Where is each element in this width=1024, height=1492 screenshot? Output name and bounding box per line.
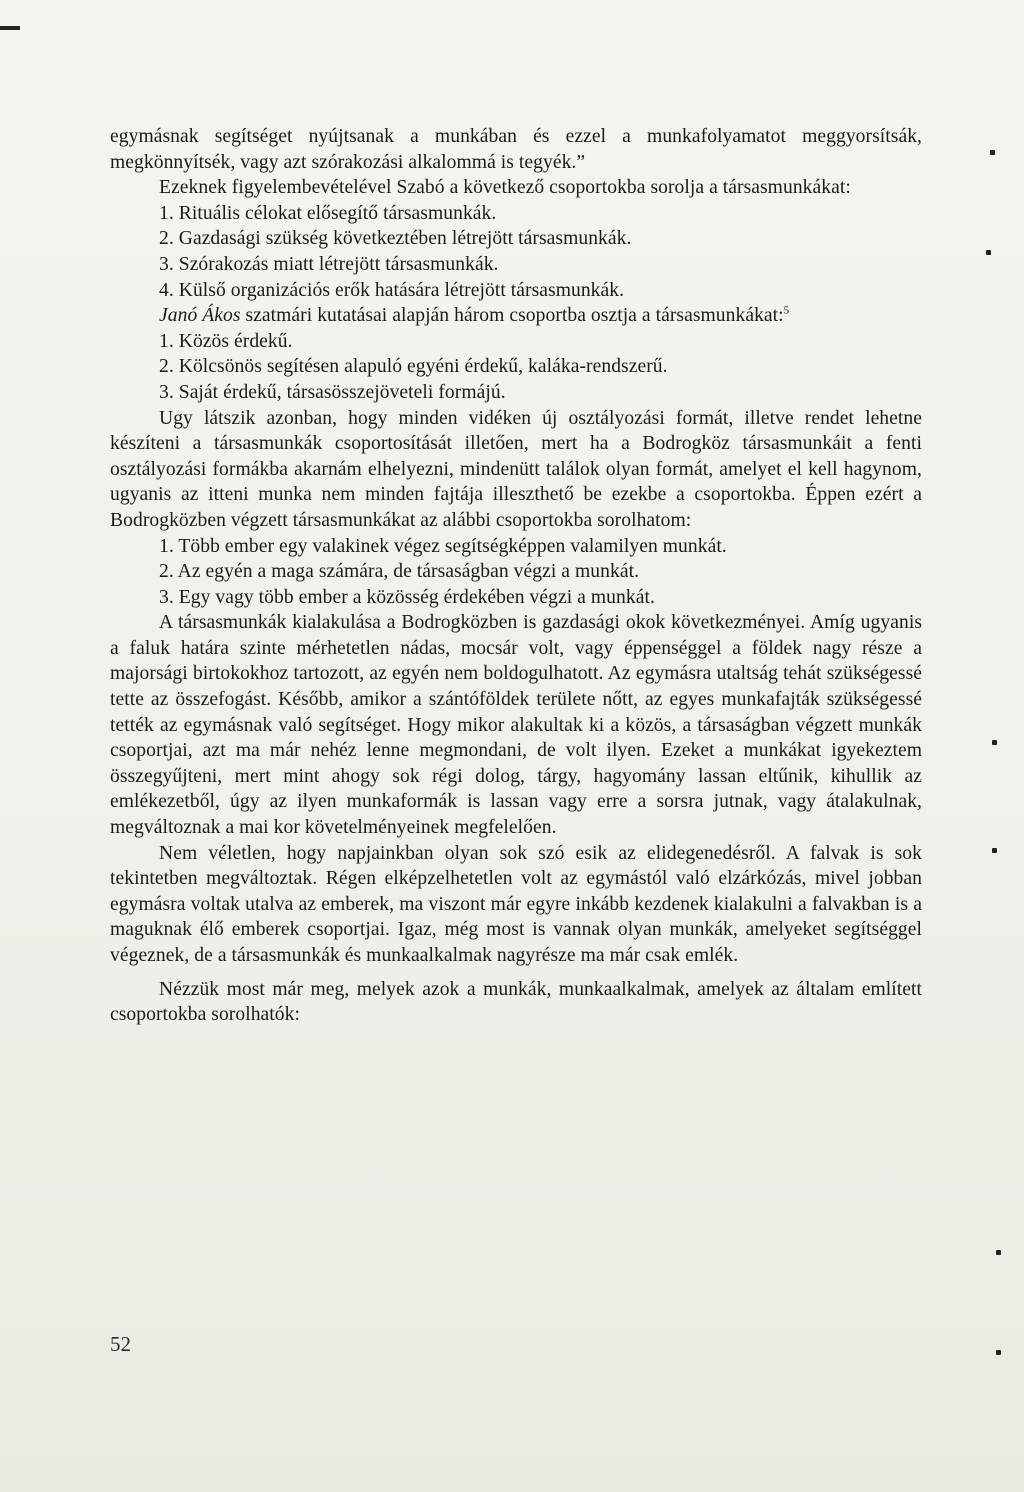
scan-speck — [992, 848, 997, 853]
list-item: 1. Rituális célokat elősegítő társasmunkák. — [159, 202, 497, 224]
list-item: 1. Közös érdekű. — [159, 330, 293, 352]
paragraph-szabo-intro: Ezeknek figyelembevételével Szabó a következő csoportokba sorolja a társasmunkákat: — [159, 177, 851, 199]
list-item: 3. Egy vagy több ember a közösség érdekében végzi a munkát. — [159, 586, 655, 608]
paragraph-quote-end: egymásnak segítséget nyújtsanak a munkában és ezzel a munkafolyamatot meggyorsítsák, megkönnyítsék, vagy azt szórakozási alkalommá is tegyék.” — [110, 126, 922, 173]
list-jano-categories — [110, 329, 922, 406]
list-item: 1. Több ember egy valakinek végez segítségképpen valamilyen munkát. — [159, 535, 727, 557]
paragraph-bodrogkoz-classification: Ugy látszik azonban, hogy minden vidéken új osztályozási formát, illetve rendet lehetne készíteni a társasmunkák csoportosítását illetően, mert ha a Bodrogköz társasmunkáit a fenti osztályozási formákba akarnám elhelyezni, mindenütt találok olyan formát, amelyet el kell hagynom, ugyanis az itteni munka nem minden fajtája illeszthető be ezekbe a csoportokba. Éppen ezért a Bodrogközben végzett társasmunkákat az alábbi csoportokba sorolhatom: — [110, 407, 922, 531]
scan-speck — [996, 1350, 1001, 1355]
scan-speck — [990, 150, 995, 155]
paragraph-transition: Nézzük most már meg, melyek azok a munkák, munkaalkalmak, amelyek az általam említett csoportokba sorolhatók: — [110, 978, 922, 1026]
scan-speck — [992, 740, 997, 745]
list-item: 3. Saját érdekű, társasösszejöveteli formájú. — [159, 381, 506, 403]
scan-speck — [986, 250, 991, 255]
author-name: Janó Ákos — [159, 305, 241, 327]
paragraph-alienation: Nem véletlen, hogy napjainkban olyan sok szó esik az elidegenedésről. A falvak is sok tekintetben megváltoztak. Régen elképzelhetetlen volt az egymástól való elzárkózás, mivel jobban egymásra voltak utalva az emberek, ma viszont már egyre inkább kezdenek kialakulni a falvakban is a maguknak élő emberek csoportjai. Igaz, még most is vannak olyan munkák, amelyeket segítséggel végeznek, de a társasmunkák és munkaalkalmak nagyrésze ma már csak emlék. — [110, 842, 922, 966]
list-item: 3. Szórakozás miatt létrejött társasmunkák. — [159, 253, 499, 275]
paragraph-jano-text: szatmári kutatásai alapján három csoportba osztja a társasmunkákat: — [240, 305, 784, 327]
list-bodrogkoz-categories — [110, 534, 922, 611]
scan-speck — [996, 1250, 1001, 1255]
footnote-marker: 5 — [783, 304, 790, 317]
list-item: 2. Gazdasági szükség következtében létrejött társasmunkák. — [159, 228, 632, 250]
scan-corner-mark — [0, 26, 20, 30]
page-number: 52 — [110, 1332, 131, 1356]
list-item: 4. Külső organizációs erők hatására létrejött társasmunkák. — [159, 279, 625, 301]
list-szabo-categories — [110, 201, 922, 303]
list-item: 2. Kölcsönös segítésen alapuló egyéni érdekű, kaláka-rendszerű. — [159, 356, 668, 378]
body-text — [110, 124, 922, 1028]
paragraph-jano-intro — [110, 303, 922, 329]
list-item: 2. Az egyén a maga számára, de társaságban végzi a munkát. — [159, 561, 640, 583]
paragraph-economic-causes: A társasmunkák kialakulása a Bodrogközben is gazdasági okok következményei. Amíg ugyanis a faluk határa szinte mérhetetlen nádas, mocsár volt, vagy éppenséggel a földek nagy része a majorsági birtokokhoz tartozott, az egyén nem boldogulhatott. Az egymásra utaltság tehát szükségessé tette az összefogást. Később, amikor a szántóföldek területe nőtt, az egyes munkafajták szükségessé tették az egymásnak való segítséget. Hogy mikor alakultak ki a közös, a társaságban végzett munkák csoportjai, azt ma már nehéz lenne megmondani, de volt ilyen. Ezeket a munkákat igyekeztem összegyűjteni, mert mint ahogy sok régi dolog, tárgy, hagyomány lassan eltűnik, kihullik az emlékezetből, úgy az ilyen munkaformák is lassan vagy erre a sorsra jutnak, vagy átalakulnak, megváltoznak a mai kor követelményeinek megfelelően. — [110, 612, 922, 839]
